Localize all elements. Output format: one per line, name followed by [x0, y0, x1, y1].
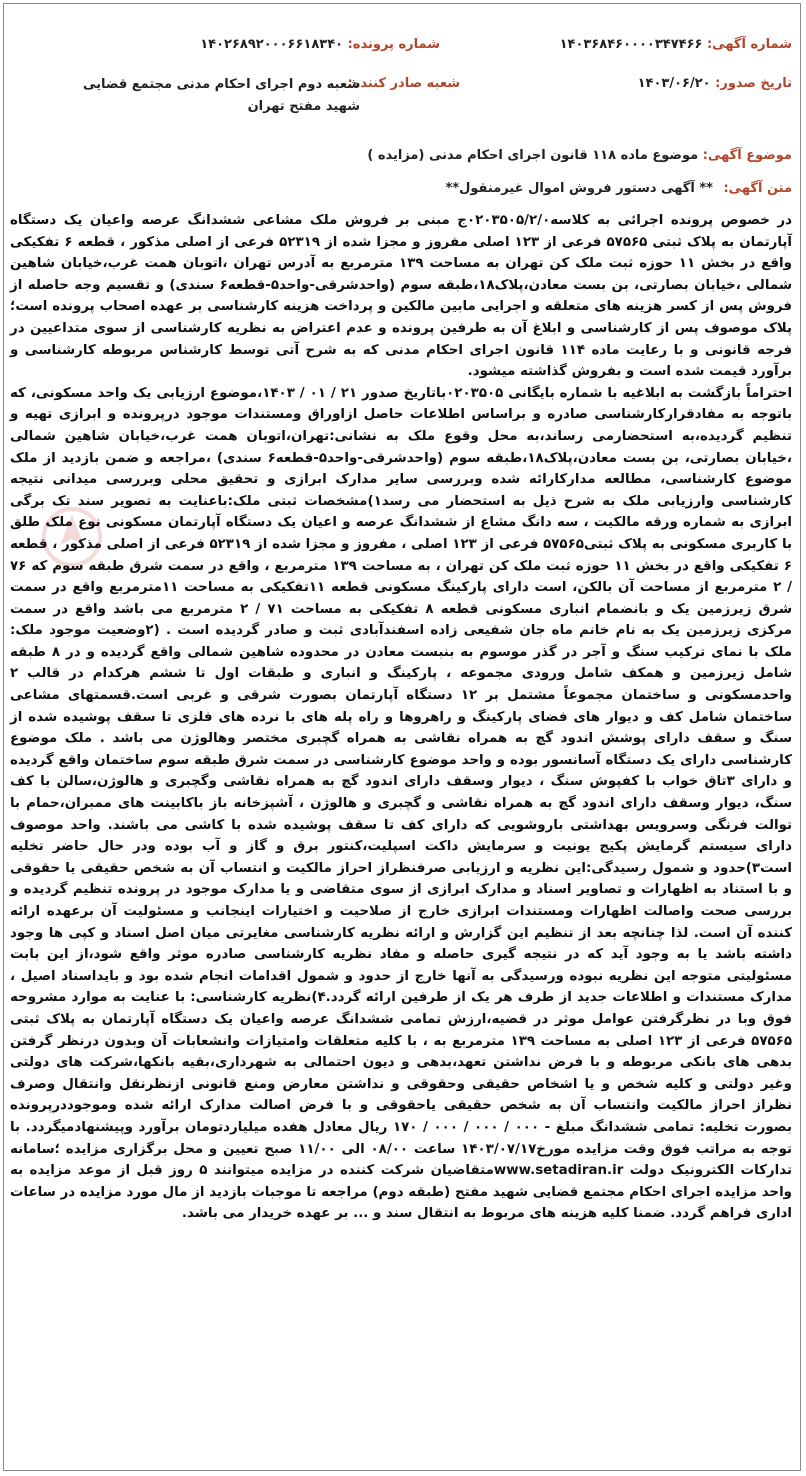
issue-date-label: تاریخ صدور:: [715, 76, 792, 91]
subject-value: موضوع ماده ۱۱۸ قانون اجرای احکام مدنی (مزایده ): [367, 148, 699, 163]
notice-title: ** آگهی دستور فروش اموال غیرمنقول**: [445, 181, 713, 196]
ad-number-label: شماره آگهی:: [706, 37, 792, 52]
issue-date: [638, 76, 792, 91]
subject-row: [367, 148, 792, 163]
case-number-label: شماره پرونده:: [347, 37, 440, 52]
subject-label: موضوع آگهی:: [702, 148, 792, 163]
notice-body: [10, 210, 792, 1225]
case-number-value: ۱۴۰۲۶۸۹۲۰۰۰۶۶۱۸۳۴۰: [200, 37, 344, 52]
ad-number: [560, 37, 792, 52]
issuer-label: شعبه صادر کننده:: [347, 76, 460, 91]
issue-date-value: ۱۴۰۳/۰۶/۲۰: [637, 76, 711, 91]
issuer-value: شعبه دوم اجرای احکام مدنی مجتمع قضایی شهید مفتح تهران: [83, 77, 360, 114]
case-number: [200, 37, 440, 52]
ad-number-value: ۱۴۰۳۶۸۴۶۰۰۰۰۳۴۷۴۶۶: [559, 37, 703, 52]
notice-row: [446, 181, 792, 196]
notice-label: متن آگهی:: [723, 181, 792, 196]
body-paragraph-2: احتراماً بازگشت به ابلاغیه با شماره بایگانی ۰۲۰۳۵۰۵باتاریخ صدور ۲۱ / ۰۱ / ۱۴۰۳،موضوع ارزیابی یک واحد مسکونی، که باتوجه به مفادقرارکارشناسی صادره و براساس اطلاعات حاصل ازاوراق ومستندات موجود درپرونده و ابرازی تهیه و تنظیم گردیده،به استحضارمی رساند،به محل وقوع ملک به نشانی:تهران،اتوبان همت غرب،خیابان شاهین شمالی ،خیابان بصارتی، بن بست معادن،پلاک۱۸،طبقه سوم (واحدشرقی-واحد۵-قطعه۶ سندی) ،مراجعه و ضمن بازدید از ملک موضوع کارشناسی، مطالعه مدارکارائه شده وبررسی سایر مدارک ابرازی و تحقیق محلی وبررسی میدانی نتیجه کارشناسی وارزیابی ملک به شرح ذیل به استحضار می رسد۱)مشخصات ثبتی ملک:باعنایت به تصویر سند تک برگی ابرازی به شماره ورقه مالکیت ، سه دانگ مشاع از ششدانگ عرصه و اعیان یک دستگاه آپارتمان مسکونی نوع ملک طلق با کاربری مسکونی به پلاک ثبتی۵۷۵۶۵ فرعی از ۱۲۳ اصلی ، مفروز و مجزا شده از ۵۲۳۱۹ فرعی از اصلی مذکور ، قطعه ۶ تفکیکی واقع در بخش ۱۱ حوزه ثبت ملک کن تهران ، به مساحت ۱۳۹ مترمربع ، واقع در سمت شرق طبقه سوم که ۷۶ / ۲ مترمربع از مساحت آن بالکن، است دارای پارکینگ مسکونی قطعه ۱۱تفکیکی به مساحت ۱۱مترمربع واقع در سمت شرق زیرزمین یک و بانضمام انباری مسکونی قطعه ۸ تفکیکی به مساحت ۷۱ / ۲ مترمربع می باشد واقع در سمت مرکزی زیرزمین یک به نام خانم ماه جان شفیعی زاده اسفندآبادی ثبت و صادر گردیده است . (۲وضعیت موجود ملک: ملک با نمای ترکیب سنگ و آجر در گذر موسوم به بنبست معادن در محدوده شاهین شمالی واقع گردیده و در ۸ طبقه شامل زیرزمین و همکف شامل ورودی مجموعه ، پارکینگ و انباری و طبقات اول تا ششم هرکدام در قالب ۲ واحدمسکونی و ساختمان مجموعاً مشتمل بر ۱۲ دستگاه آپارتمان بصورت شرقی و غربی است.قسمتهای مشاعی ساختمان شامل کف و دیوار های فضای پارکینگ و راهروها و راه پله های با نرده های فلزی تا سقف پوشیده شده از سنگ و سقف دارای پوشش اندود گچ به همراه نقاشی به همراه گچبری مختصر وهالوژن می باشد . ملک موضوع کارشناسی دارای یک دستگاه آسانسور بوده و واحد موضوع کارشناسی در سمت شرق طبقه سوم ساختمان واقع گردیده و دارای ۳تاق خواب با کفپوش سنگ ، دیوار وسقف دارای اندود گچ به همراه نقاشی وگچبری و هالوژن،سالن با کف سنگ، دیوار وسقف دارای اندود گچ به همراه نقاشی و گچبری و هالوژن ، آشپزخانه باز باکابینت های ممبران،حمام با توالت فرنگی وسرویس بهداشتی باروشویی که دارای کف تا سقف پوشیده شده با کاشی می باشند. واحد موصوف دارای سیستم گرمایش پکیج یونیت و سرمایش داکت اسپلیت،کنتور برق و گاز و آب بوده ودر حال حاضر تخلیه است۳)حدود و شمول رسیدگی:این نظریه و ارزیابی صرفنظراز احراز مالکیت و انتساب آن به شخص حقیقی یا حقوقی و با استناد به اظهارات و تصاویر اسناد و مدارک ابرازی از سوی متقاضی و یا مدارک موجود در پرونده تنظیم گردیده و بررسی صحت واصالت اظهارات ومستندات ابرازی خارج از صلاحیت و اختیارات اینجانب و مسئولیت آن برعهده ارائه کننده آن است. لذا چنانچه بعد از تنظیم این گزارش و ارائه نظریه کارشناسی مغایرتی میان اصل اسناد و کپی ها وجود داشته باشد یا به وجود آید که در نتیجه گیری حاصله و مفاد نظریه کارشناسی صادره موثر واقع شود،از این بابت مسئولیتی متوجه این نظریه نبوده ورسیدگی به آنها خارج از حدود و شمول اقدامات انجام شده بود و بایداسناد اصیل ، مدارک مستندات و اطلاعات جدید از طرف هر یک از طرفین ارائه گردد.۴)نظریه کارشناسی: با عنایت به موارد مشروحه فوق وبا در نظرگرفتن عوامل موثر در قضیه،ارزش تمامی ششدانگ عرصه واعیان یک دستگاه آپارتمان به پلاک ثبتی ۵۷۵۶۵ فرعی از ۱۲۳ اصلی به مساحت ۱۳۹ مترمربع به ، با کلیه متعلقات وامتیازات وانشعابات آن وبدون درنظر گرفتن بدهی های بانکی مربوطه و با فرض نداشتن تعهد،بدهی و دیون احتمالی به شهرداری،بقیه بانکها،شرکت های دولتی وغیر دولتی و کلیه شخص و یا اشخاص حقیقی وحقوقی و نداشتن معارض ومنع قانونی ازنظرنقل وانتقال وصرف نظراز احراز مالکیت وانتساب آن به شخص حقیقی یاحقوقی و با فرض اصالت مدارک ارائه شده وموجوددرپرونده بصورت تخلیه: تمامی ششدانگ مبلغ - ۰۰۰ / ۰۰۰ / ۰۰۰ / ۱۷۰ ریال معادل هفده میلیاردتومان برآورد وپیشنهادمیگردد. با توجه به مراتب فوق وقت مزایده مورخ۱۴۰۳/۰۷/۱۷ ساعت ۰۸/۰۰ الی ۱۱/۰۰ صبح تعیین و محل برگزاری مزایده ؛سامانه تدارکات الکترونیک دولت www.setadiran.irمتقاضیان شرکت کننده در مزایده میتوانند ۵ روز قبل از موعد مزایده به واحد مزایده اجرای احکام مجتمع قضایی شهید مفتح (طبقه دوم) مراجعه تا موجبات بازدید از مال مورد مزایده در ساعات اداری فراهم گردد. ضمنا کلیه هزینه های مربوط به انتقال سند و ... بر عهده خریدار می باشد.: [10, 385, 793, 1222]
body-paragraph-1: در خصوص پرونده اجرائی به کلاسه۰۲۰۳۵۰۵/۲/۰ج مبنی بر فروش ملک مشاعی ششدانگ عرصه واعیان یک دستگاه آپارتمان به پلاک ثبتی ۵۷۵۶۵ فرعی از ۱۲۳ اصلی مفروز و مجزا شده از ۵۲۳۱۹ فرعی از اصلی مذکور ، قطعه ۶ تفکیکی واقع در بخش ۱۱ حوزه ثبت ملک کن تهران به مساحت ۱۳۹ مترمربع به آدرس تهران ،اتوبان همت غرب،خیابان شاهین شمالی ،خیابان بصارتی، بن بست معادن،پلاک۱۸،طبقه سوم (واحدشرقی-واحد۵-قطعه۶ سندی) و تقسیم وجه حاصله از فروش پس از کسر هزینه های متعلقه و اجرایی مابین مالکین و پرداخت هزینه کارشناسی بر عهده اصحاب پرونده است؛ پلاک موصوف پس از کارشناسی و ابلاغ آن به طرفین پرونده و عدم اعتراض به نظریه کارشناسی از سوی متداعیین در فرجه قانونی و با رعایت ماده ۱۱۴ قانون اجرای احکام مدنی که به شرح آتی توسط کارشناس مربوطه کارشناسی و برآورد قیمت شده است و بفروش گذاشته میشود.: [10, 213, 793, 380]
